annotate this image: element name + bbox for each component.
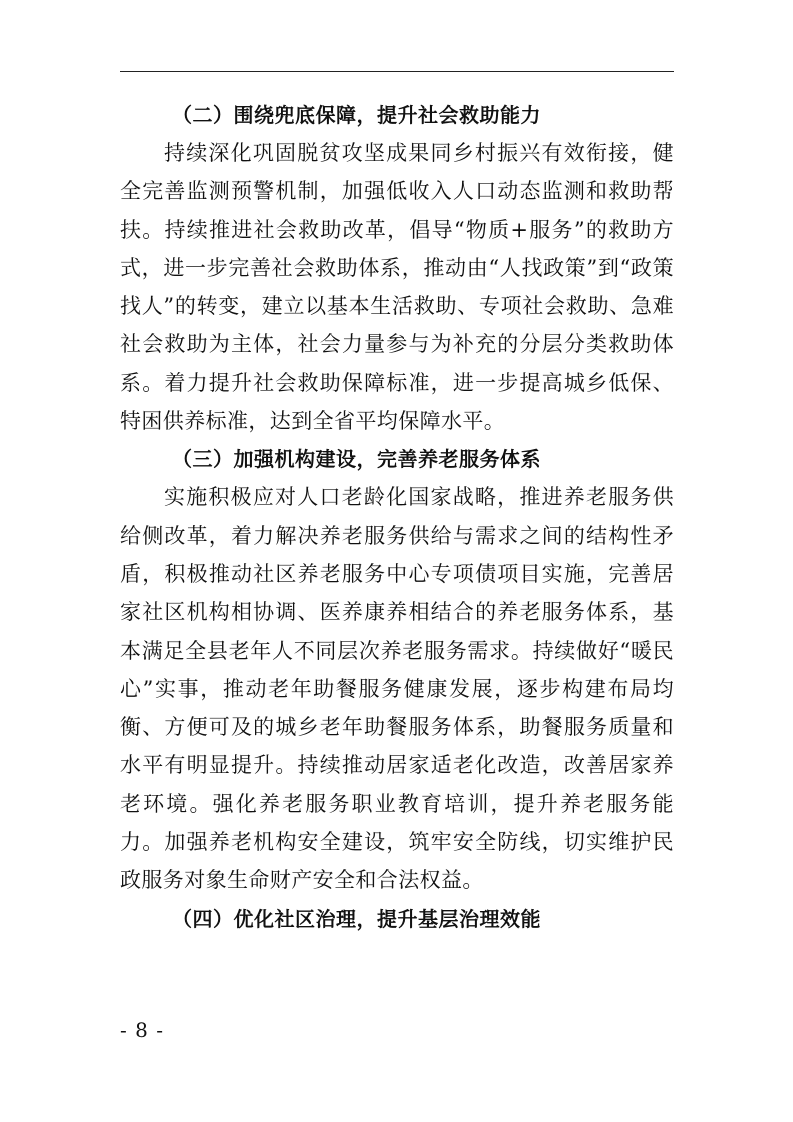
section-heading-3: （三）加强机构建设，完善养老服务体系 [172, 447, 541, 472]
document-body [120, 96, 674, 938]
section-heading-2: （二）围绕兜底保障，提升社会救助能力 [172, 103, 541, 127]
section-paragraph-2: 持续深化巩固脱贫攻坚成果同乡村振兴有效衔接，健全完善监测预警机制，加强低收入人口动态监测和救助帮扶。持续推进社会救助改革，倡导“物质+服务”的救助方式，进一步完善社会救助体系，推动由“人找政策”到“政策找人”的转变，建立以基本生活救助、专项社会救助、急难社会救助为主体，社会力量参与为补充的分层分类救助体系。着力提升社会救助保障标准，进一步提高城乡低保、特困供养标准，达到全省平均保障水平。 [120, 141, 674, 434]
page-number: - 8 - [120, 1018, 164, 1042]
section-heading-4: （四）优化社区治理，提升基层治理效能 [172, 906, 541, 931]
header-rule [120, 71, 674, 72]
section-paragraph-3: 实施积极应对人口老龄化国家战略，推进养老服务供给侧改革，着力解决养老服务供给与需求之间的结构性矛盾，积极推动社区养老服务中心专项债项目实施，完善居家社区机构相协调、医养康养相结合的养老服务体系，基本满足全县老年人不同层次养老服务需求。持续做好“暖民心”实事，推动老年助餐服务健康发展，逐步构建布局均衡、方便可及的城乡老年助餐服务体系，助餐服务质量和水平有明显提升。持续推动居家适老化改造，改善居家养老环境。强化养老服务职业教育培训，提升养老服务能力。加强养老机构安全建设，筑牢安全防线，切实维护民政服务对象生命财产安全和合法权益。 [120, 485, 674, 893]
